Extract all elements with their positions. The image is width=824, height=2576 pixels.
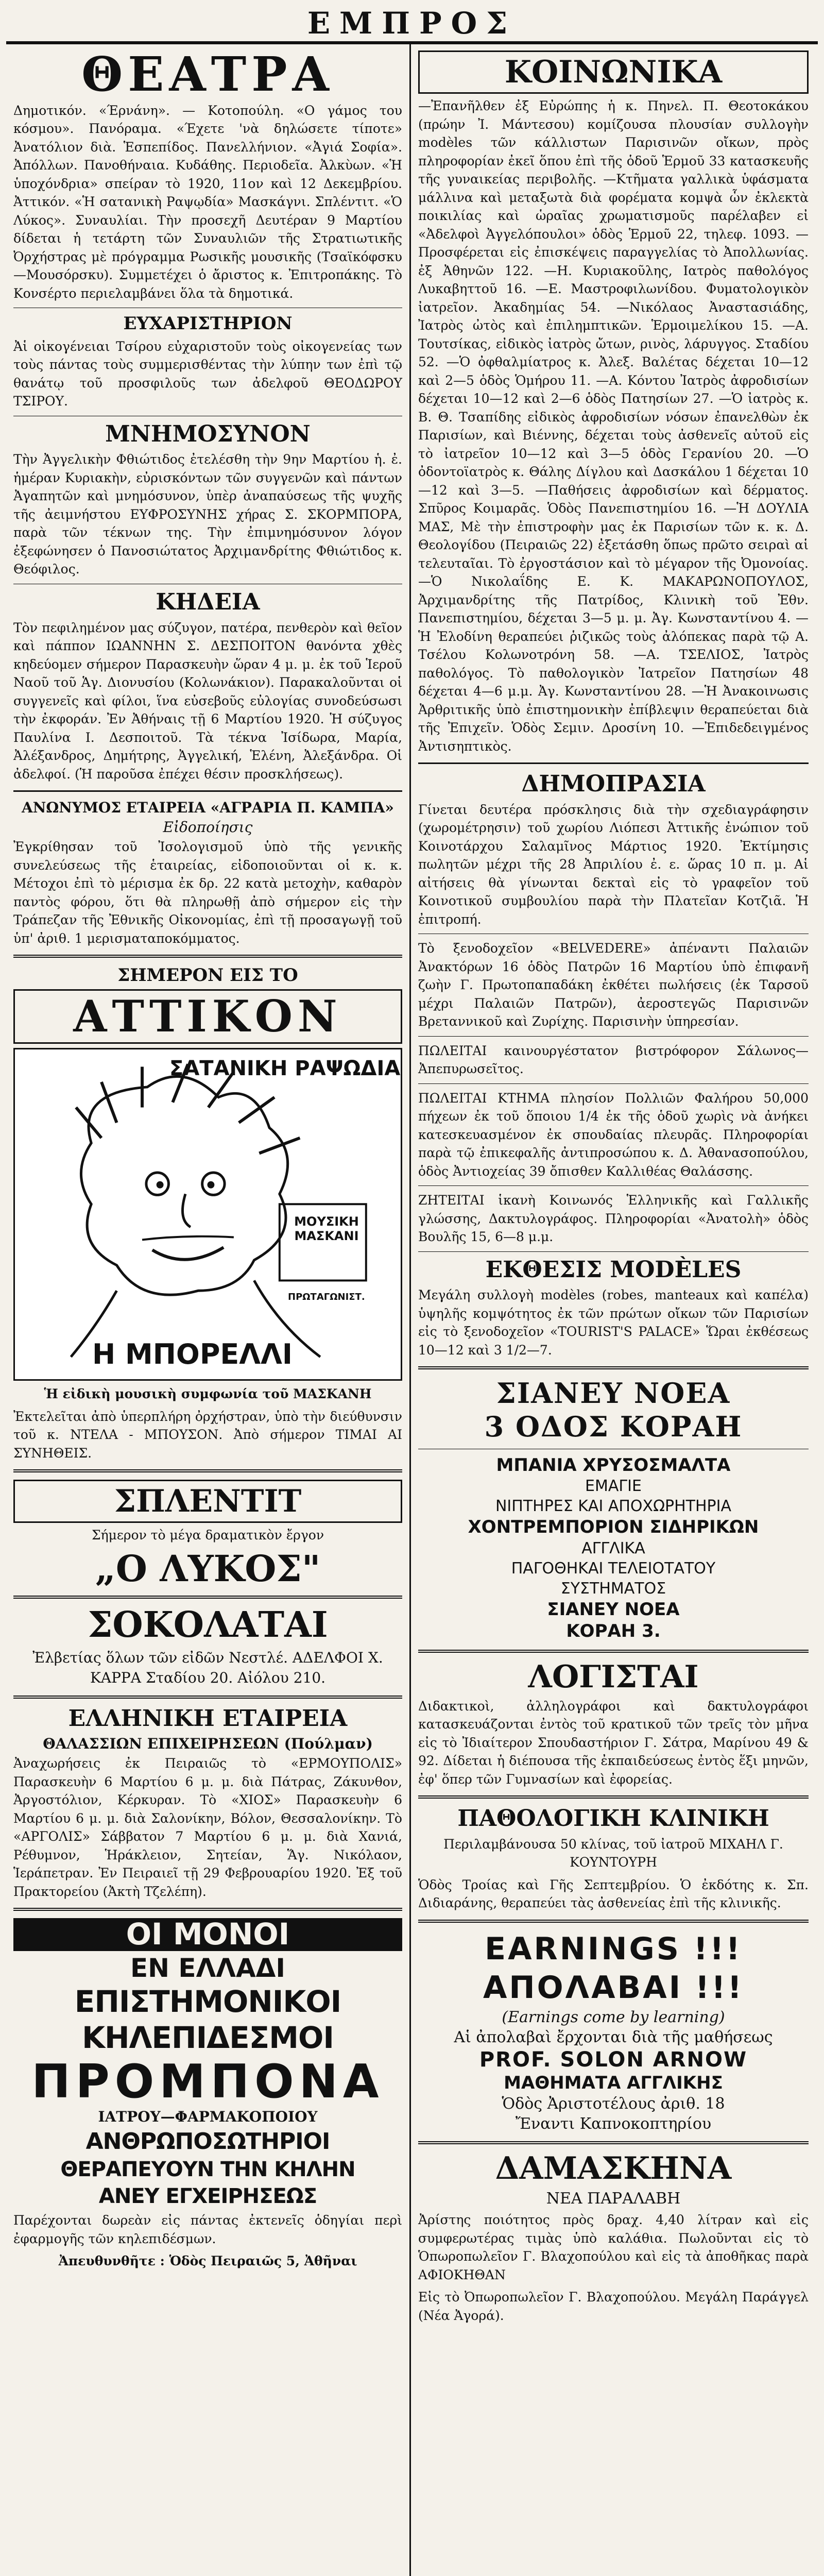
sianeu-line3: ΝΙΠΤΗΡΕΣ ΚΑΙ ΑΠΟΧΩΡΗΤΗΡΙΑ bbox=[495, 1497, 731, 1516]
damascene-heading: ΔΑΜΑΣΚΗΝΑ bbox=[495, 2150, 732, 2187]
divider bbox=[13, 1696, 402, 1699]
earnings-line4: Αἱ ἀπολαβαὶ ἔρχονται διὰ τῆς μαθήσεως bbox=[454, 2028, 773, 2046]
shipping-heading: ΕΛΛΗΝΙΚΗ ΕΤΑΙΡΕΙΑ bbox=[68, 1705, 348, 1732]
sianeu-street: 3 ΟΔΟΣ ΚΟΡΑΗ bbox=[484, 1410, 743, 1443]
earnings-ad bbox=[418, 1930, 809, 2134]
clinic-ad bbox=[418, 1806, 809, 1912]
damascene-footer: Εἰς τὸ Ὀπωροπωλεῖον Γ. Βλαχοπούλου. Μεγάλη Παράγγελ (Νέα Ἀγορά). bbox=[418, 2290, 809, 2323]
belvedere-ad bbox=[418, 939, 809, 1031]
accounting-text: Διδακτικοὶ, ἀλληλογράφοι καὶ δακτυλογράφοι κατασκευάζονται ἐντὸς τοῦ κρατικοῦ τῶν τρεῖς τὸν μῆνα εἰς τὸ Ἰδιαίτερον Σπουδαστήριον Γ. Σάτρα, Μαρίνου 49 & 92. Δίδεται ἡ διέπουσα τῆς ἐκπαιδεύσεως ἐντὸς ἕξι μηνῶν, ἐφ' ὅπερ τῶν Γυμνασίων καὶ ἐφορείας. bbox=[418, 1698, 809, 1787]
chocolates-ad bbox=[13, 1606, 402, 1688]
sianeu-line8: ΣΙΑΝΕΥ ΝΟΕΑ bbox=[547, 1599, 680, 1620]
clinic-text: Ὁδὸς Τροίας καὶ Γῆς Σεπτεμβρίου. Ὁ ἐκδότης κ. Σπ. Διδιαράνης, θεραπεύει τὰς ἀσθενείας ἐπὶ τῆς κλινικῆς. bbox=[418, 1877, 809, 1911]
doctors-claim2: ΘΕΡΑΠΕΥΟΥΝ ΤΗΝ ΚΗΛΗΝ bbox=[60, 2158, 355, 2182]
doctors-line4: ΚΗΛΕΠΙΔΕΣΜΟΙ bbox=[82, 2020, 334, 2055]
sianeu-ad bbox=[418, 1377, 809, 1642]
cemetery-ad bbox=[418, 1042, 809, 1078]
sianeu-line6: ΠΑΓΟΘΗΚΑΙ ΤΕΛΕΙΟΤΑΤΟΥ bbox=[511, 1559, 716, 1578]
shipping-subheading: ΘΑΛΑΣΣΙΩΝ ΕΠΙΧΕΙΡΗΣΕΩΝ (Πούλμαν) bbox=[43, 1735, 373, 1752]
belvedere-text: Τὸ ξενοδοχεῖον «BELVEDERE» ἀπέναντι Παλαιῶν Ἀνακτόρων 16 ὁδὸς Πατρῶν 16 Μαρτίου ὑπὸ ἐπιφανῆ ζωὴν Γ. Πρωτοπαπαδάκη ἐκθέτει πωλήσεις (ἐκ Ταρσοῦ μέχρι Παλαιῶν Πατρῶν), ἀεροστεγῶς Παρισινῶν Βρεταννικοῦ καὶ Ζυρίχης. Παρισινὴν ὑπηρεσίαν. bbox=[418, 941, 809, 1029]
sianeu-line9: ΚΟΡΑΗ 3. bbox=[566, 1621, 661, 1642]
estate-ad bbox=[418, 1089, 809, 1181]
funeral-text: Τὸν πεφιλημένον μας σύζυγον, πατέρα, πενθερὸν καὶ θεῖον καὶ πάππον ΙΩΑΝΝΗΝ Σ. ΔΕΣΠΟΙΤΟΝ θανόντα χθὲς κηδεύομεν σήμερον Παρασκευὴν ὥραν 4 μ. μ. ἐκ τοῦ Ἱεροῦ Ναοῦ τοῦ Ἁγ. Διονυσίου (Κολωνάκιον). Παρακαλοῦνται οἱ συγγενεῖς καὶ φίλοι, ἵνα εὐσεβοῦς εὐλογίας συνοδεύσωσι τὴν ἐκφοράν. Ἐν Ἀθήναις τῇ 6 Μαρτίου 1920. Ἡ σύζυγος Παυλίνα Ι. Δεσποιτοῦ. Τὰ τέκνα Ἰσίδωρα, Μαρία, Ἀλέξανδρος, Δημήτρης, Ἀγγελική, Ἑλένη, Ἀλεξάνδρα. Οἱ ἀδελφοί. (Ἡ παροῦσα ἐπέχει θέσιν προσκλήσεως). bbox=[13, 620, 402, 782]
chocolates-heading: ΣΟΚΟΛΑΤΑΙ bbox=[88, 1604, 328, 1646]
splendid-ad bbox=[13, 1480, 402, 1588]
shipping-text: Ἀναχωρήσεις ἐκ Πειραιῶς τὸ «ΕΡΜΟΥΠΟΛΙΣ» Παρασκευὴν 6 Μαρτίου 6 μ. μ. διὰ Πάτρας, Ζάκυνθον, Ἀργοστόλιον, Κέρκυραν. Τὸ «ΧΙΟΣ» Παρασκευὴν 6 Μαρτίου 6 μ. μ. διὰ Σαλονίκην, Βόλον, Θεσσαλονίκην. Τὸ «ΑΡΓΟΛΙΣ» Σάββατον 7 Μαρτίου 6 μ. μ. διὰ Χανιά, Ρέθυμνον, Ἡράκλειον, Σητείαν, Ἅγ. Νικόλαον, Ἱεράπετραν. Ἐν Πειραιεῖ τῇ 29 Φεβρουαρίου 1920. Ἐξ τοῦ Πρακτορείου (Ἀκτὴ Τζελέπη). bbox=[13, 1756, 402, 1899]
divider bbox=[418, 1920, 809, 1923]
social-text: —Ἐπανῆλθεν ἐξ Εὐρώπης ἡ κ. Πηνελ. Π. Θεοτοκάκου (πρώην Ἰ. Μάντεσου) κομίζουσα πλουσίαν συλλογὴν modèles τῶν κάλλιστων Παρισινῶν οἴκων, πρὸς πληροφορίαν ἐκεῖ ὅπου ἐπὶ τῆς ὁδοῦ Ἑρμοῦ 33 κατασκευῆς τῆς γυναικείας περιβολῆς. —Κτῆματα γαλλικὰ ὑφάσματα μάλλινα καὶ μεταξωτὰ διὰ φορέματα κομψὰ ὧν ἐκλεκτὰ ποικιλίας καὶ ὡραῖας χρωματισμοῦς παρέλαβεν εἰ «Ἀδελφοὶ Ἀγγελόπουλοι» ὁδὸς Ἑρμοῦ 22, τηλεφ. 1093. —Προσφέρεται εἰς ἐπισκέψεις παραγγελίας τὸ Ἀπολλωνίας. ἐξ Ἀθηνῶν 122. —Η. Κυριακοῦλης, Ιατρὸς παθολόγος Λυκαβηττοῦ 16. —Ε. Μαστροφιλωνίδου. Φυματολογικὸν ἰατρεῖον. Ἀκαδημίας 54. —Νικόλαος Ἀναστασιάδης, Ἰατρὸς ὠτὸς καὶ ἐπιλημπτικῶν. Ἑρμοιμελίκου 15. —Α. Τουτσίκας, εἰδικὸς ἰατρὸς ὤτων, ρινὸς, λάρυγγος. Σταδίου 52. —Ὁ ὀφθαλμίατρος κ. Ἀλεξ. Βαλέτας δέχεται 10—12 καὶ 2—5 ὁδὸς Ὁμήρου 11. —Α. Κόντου Ἰατρὸς ἀφροδισίων δέχεται 10—12 καὶ 2—6 ὁδὸς Πατησίων 27. —Ὁ ἰατρὸς κ. Β. Θ. Τσαπίδης εἰδικὸς ἀφροδισίων νόσων ἐπανελθὼν ἐκ Παρισίων, καὶ Βιέννης, δέχεται τοὺς ἀσθενεῖς αὐτοῦ εἰς τὸ ἰατρεῖον 10—12 καὶ 3—5 ὁδὸς Γερανίου 20. —Ὁ ὀδοντοϊατρὸς κ. Θάλης Δίγλου καὶ Δασκάλου 1 δέχεται 10—12 καὶ 3—5. —Παθήσεις ἀφροδισίων καὶ δέρματος. Σπῦρος Κοιμαρᾶς. Ὁδὸς Πανεπιστημίου 16. —Ἡ ΔΟΥΛΙΑ ΜΑΣ, Μὲ τὴν ἐπιστροφὴν μας ἐκ Παρισίων τῶν κ. κ. Δ. Θεολογίδου (Πειραιῶς 22) ἐξετάσθη ὅπως πρῶτο σειραὶ αἱ τελευταῖαι. Τὸ ἐργοστάσιον καὶ τὸ μέγαρον τῆς Ὀμονοίας. —Ὁ Νικολαΐδης Ε. Κ. ΜΑΚΑΡΩΝΟΠΟΥΛΟΣ, Ἀρχιμανδρίτης τῆς Πατρίδος, Κλινικὴ τοῦ Ἐθν. Πανεπιστημίου, δέχεται 3—5 μ. μ. Ἀγ. Κωνσταντίνου 4. —Ἡ Ἐλοδίνη θεραπεύει ῥιζικῶς τοὺς ἀλόπεκας παρὰ τῷ Α. Τσέλου Κολωνοτρόνη 58. —Α. ΤΣΕΛΙΟΣ, Ἰατρὸς παθολόγος. Τὸ παθολογικὸν Ἰατρεῖον Πατησίων 48 δέχεται 4—6 μ.μ. Ἀγ. Κωνσταντίνου 28. —Ἡ Ἀνακοινωσις Ἀρθριτικῆς ὑπὸ ἐπιστημονικὴν ἐπίβλεψιν θεραπεύεται διὰ τῆς Ἐπιχεῖν. Ὁδὸς Σεμιν. Δροσίνη 10. —Ἐπιδεδειγμένος Ἀντισηπτικὸς. bbox=[418, 98, 809, 754]
divider bbox=[418, 1251, 809, 1252]
divider bbox=[418, 1083, 809, 1084]
columns bbox=[6, 44, 818, 2576]
doctors-text: Παρέχονται δωρεὰν εἰς πάντας ἐκτενεῖς ὁδηγίαι περὶ ἐφαρμογῆς τῶν κηλεπιδέσμων. bbox=[13, 2213, 402, 2246]
doctors-address: Ἀπευθυνθῆτε : Ὁδὸς Πειραιῶς 5, Ἀθῆναι bbox=[58, 2253, 357, 2269]
shipping-ad bbox=[13, 1706, 402, 1901]
splendid-title: „Ο ΛΥΚΟΣ" bbox=[95, 1547, 321, 1590]
company-subheading: Εἰδοποίησις bbox=[163, 818, 253, 836]
accounting-ad bbox=[418, 1660, 809, 1789]
doctors-claim3: ΑΝΕΥ ΕΓΧΕΙΡΗΣΕΩΣ bbox=[98, 2184, 317, 2209]
doctors-line3: ΕΠΙΣΤΗΜΟΝΙΚΟΙ bbox=[74, 1984, 341, 2020]
sianeu-name: ΣΙΑΝΕΥ ΝΟΕΑ bbox=[496, 1377, 731, 1410]
earnings-line6: ΜΑΘΗΜΑΤΑ ΑΓΓΛΙΚΗΣ bbox=[504, 2072, 723, 2093]
auction-heading: ΔΗΜΟΠΡΑΣΙΑ bbox=[521, 771, 706, 797]
divider bbox=[13, 1908, 402, 1911]
company-text: Ἐγκρίθησαν τοῦ Ἰσολογισμοῦ ὑπὸ τῆς γενικῆς συνελεύσεως τῆς ἑταιρείας, εἰδοποιοῦνται οἱ κ. κ. Μέτοχοι ἐπὶ τὸ μέρισμα ἐκ δρ. 22 κατὰ μετοχὴν, καθαρὸν παντὸς φόρου, ὅτι θὰ πληρωθῇ ἀπὸ σήμερον εἰς τὴν Τράπεζαν τῆς Ἐθνικῆς Οἰκονομίας, ἐπὶ τῇ προσαγωγῇ τοῦ ὑπ' ἀριθ. 1 μερισματαποκόμματος. bbox=[13, 839, 402, 946]
damascene-text: Ἀρίστης ποιότητος πρὸς δραχ. 4,40 λίτραν καὶ εἰς συμφερωτέρας τιμὰς ὑπὸ καλάθια. Πωλοῦνται εἰς τὸ Ὁπωροπωλεῖον Γ. Βλαχοπούλου καὶ εἰς τὰ ἀποθῆκας παρὰ ΑΦΙΟΚΗΘΑΝ bbox=[418, 2212, 809, 2282]
divider bbox=[418, 1185, 809, 1186]
attikon-caption: Ἡ εἰδικὴ μουσικὴ συμφωνία τοῦ ΜΑΣΚΑΝΗ bbox=[44, 1386, 372, 1402]
splendid-text: Σήμερον τὸ μέγα δραματικὸν ἔργον bbox=[91, 1528, 324, 1543]
splendid-name: ΣΠΛΕΝΤΙΤ bbox=[13, 1480, 402, 1523]
right-column bbox=[411, 44, 816, 2576]
doctors-ad bbox=[13, 1918, 402, 2270]
divider bbox=[418, 1036, 809, 1037]
earnings-line7: Ὁδὸς Ἀριστοτέλους ἀριθ. 18 bbox=[502, 2095, 725, 2113]
doctors-claim1: ΑΝΘΡΩΠΟΣΩΤΗΡΙΟΙ bbox=[85, 2128, 330, 2155]
earnings-line3: (Earnings come by learning) bbox=[502, 2008, 725, 2026]
thanks-text: Ἀἱ οἰκογένειαι Τσίρου εὐχαριστοῦν τοὺς οἰκογενείας των τοὺς πάντας τοὺς συμμερισθέντας τὴν λύπην των ἐπὶ τῷ θανάτῳ τοῦ προσφιλοῦς των ἀδελφοῦ ΘΕΟΔΩΡΟΥ ΤΣΙΡΟΥ. bbox=[13, 338, 402, 409]
doctors-line2: ΕΝ ΕΛΛΑΔΙ bbox=[130, 1953, 285, 1984]
divider bbox=[418, 1795, 809, 1799]
divider bbox=[418, 762, 809, 764]
memorial-section bbox=[13, 421, 402, 579]
wanted-text: ΖΗΤΕΙΤΑΙ ἱκανὴ Κοινωνός Ἑλληνικῆς καὶ Γαλλικῆς γλώσσης, Δακτυλογράφος. Πληροφορίαι «Ἀνατολὴ» ὁδὸς Βουλῆς 15, 6—8 μ.μ. bbox=[418, 1193, 809, 1245]
attikon-top: ΣΗΜΕΡΟΝ ΕΙΣ ΤΟ bbox=[117, 965, 298, 986]
wanted-ad bbox=[418, 1191, 809, 1246]
sianeu-line5: ΑΓΓΛΙΚΑ bbox=[581, 1539, 645, 1557]
divider bbox=[418, 1650, 809, 1653]
left-column bbox=[6, 44, 411, 2576]
theatre-section bbox=[13, 46, 402, 302]
earnings-line5: PROF. SOLON ARNOW bbox=[479, 2047, 748, 2072]
chocolates-text: Ἐλβετίας ὅλων τῶν εἰδῶν Νεστλέ. ΑΔΕΛΦΟΙ Χ. ΚΑΡΡΑ Σταδίου 20. Αἰόλου 210. bbox=[32, 1649, 383, 1687]
company-heading: ΑΝΩΝΥΜΟΣ ΕΤΑΙΡΕΙΑ «ΑΓΡΑΡΙΑ Π. ΚΑΜΠΑ» bbox=[22, 799, 394, 817]
doctors-sub: ΙΑΤΡΟΥ—ΦΑΡΜΑΚΟΠΟΙΟΥ bbox=[98, 2108, 318, 2126]
clinic-heading: ΠΑΘΟΛΟΓΙΚΗ ΚΛΙΝΙΚΗ bbox=[457, 1805, 769, 1832]
funeral-section bbox=[13, 589, 402, 783]
earnings-line8: Ἔναντι Καπνοκοπτηρίου bbox=[515, 2115, 712, 2133]
divider bbox=[13, 1469, 402, 1472]
social-section bbox=[418, 50, 809, 755]
modeles-ad bbox=[418, 1257, 809, 1360]
cartoon-music: ΜΟΥΣΙΚΗ ΜΑΣΚΑΝΙ bbox=[294, 1214, 359, 1244]
theatre-heading: ΘΕΑΤΡΑ bbox=[81, 46, 334, 102]
cartoon-star: Η ΜΠΟΡΕΛΛΙ bbox=[92, 1338, 293, 1371]
modeles-heading: ΕΚΘΕΣΙΣ MODÈLES bbox=[485, 1256, 742, 1283]
divider bbox=[13, 1596, 402, 1599]
company-notice bbox=[13, 799, 402, 947]
cartoon-actress: ΠΡΩΤΑΓΩΝΙΣΤ. bbox=[288, 1292, 365, 1303]
cartoon-title: ΣΑΤΑΝΙΚΗ ΡΑΨΩΔΙΑ bbox=[169, 1057, 401, 1081]
earnings-line2: ΑΠΟΛΑΒΑΙ !!! bbox=[483, 1969, 744, 2006]
damascene-ad bbox=[418, 2151, 809, 2325]
estate-text: ΠΩΛΕΙΤΑΙ ΚΤΗΜΑ πλησίον Πολλιῶν Φαλήρου 50,000 πήχεων ἐκ τοῦ ὅποιου 1/4 ἐκ τῆς ὁδοῦ χωρὶς νὰ ἀνήκει κατεσκευασμένον ἐκ σπουδαίας πλευρᾶς. Πληροφορίαι παρὰ τῷ ἐπικεφαλῆς ἀντιπροσώπου κ. Δ. Ἀθανασοπούλου, ὁδὸς Ἀντιοχείας 39 ὄπισθεν Καλλιθέας Θαλάσσης. bbox=[418, 1090, 809, 1179]
sianeu-line1: ΜΠΑΝΙΑ ΧΡΥΣΟΣΜΑΛΤΑ bbox=[496, 1454, 731, 1476]
masthead: ΕΜΠΡΟΣ bbox=[6, 5, 818, 44]
thanks-section bbox=[13, 313, 402, 411]
attikon-ad bbox=[13, 965, 402, 1462]
clinic-sub: Περιλαμβάνουσα 50 κλίνας, τοῦ ἰατροῦ ΜΙΧΑΗΛ Γ. ΚΟΥΝΤΟΥΡΗ bbox=[443, 1836, 783, 1870]
attikon-name: ΑΤΤΙΚΟΝ bbox=[13, 989, 402, 1044]
damascene-sub: ΝΕΑ ΠΑΡΑΛΑΒΗ bbox=[546, 2190, 681, 2208]
auction-text: Γίνεται δευτέρα πρόσκλησις διὰ τὴν σχεδιαγράφησιν (χωρομέτρησιν) τοῦ χωρίου Λιόπεσι Ἀττικῆς ἐνώπιον τοῦ Κοινοτάρχου Σαλαμῖνος Μάρτιος 1920. Ἐκτίμησις πωλητῶν μέχρι τῆς 28 Ἀπριλίου ἐ. ε. ὥρας 10 π. μ. Αἱ αἰτήσεις θὰ γίνωνται δεκταὶ εἰς τὸ γραφεῖον τοῦ Κοινοτικοῦ συμβουλίου παρὰ τὴν Πλατεῖαν Κοτζιᾶ. Ἡ ἐπιτροπή. bbox=[418, 802, 809, 927]
cemetery-text: ΠΩΛΕΙΤΑΙ καινουργέστατον βιστρόφορον Σάλωνος—Ἀπεπυρωσεῖτος. bbox=[418, 1043, 809, 1077]
social-heading: ΚΟΙΝΩΝΙΚΑ bbox=[418, 50, 809, 94]
funeral-heading: ΚΗΔΕΙΑ bbox=[156, 588, 260, 615]
earnings-line1: EARNINGS !!! bbox=[485, 1930, 742, 1967]
memorial-text: Τὴν Ἀγγελικὴν Φθιώτιδος ἐτελέσθη τὴν 9ην Μαρτίου ἡ. ἐ. ἡμέραν Κυριακὴν, εὐρισκόντων τῶν συγγενῶν καὶ πάντων Ἀγαπητῶν καὶ μνημόσυνον, ὑπὲρ ἀναπαύσεως τῆς ψυχῆς τῆς ἀειμνήστου ΕΥΦΡΟΣΥΝΗΣ χήρας Σ. ΣΚΟΡΜΠΟΡΑ, παρὰ τῶν τέκνων της. Τὴν ἐπιμνημόσυνον λόγον ἐξεφώνησεν ὁ Πανοσιώτατος Ἀρχιμανδρίτης Φθιώτιδος κ. Θεόφιλος. bbox=[13, 452, 402, 577]
memorial-heading: ΜΝΗΜΟΣΥΝΟΝ bbox=[105, 420, 311, 447]
sianeu-line7: ΣΥΣΤΗΜΑΤΟΣ bbox=[560, 1579, 666, 1598]
attikon-text: Ἐκτελεῖται ἀπὸ ὑπερπλήρη ὀρχήστραν, ὑπὸ τὴν διεύθυνσιν τοῦ κ. ΝΤΕΛΑ - ΜΠΟΥΣΟΝ. Ἀπὸ σήμερον ΤΙΜΑΙ ΑΙ ΣΥΝΗΘΕΙΣ. bbox=[13, 1409, 402, 1461]
modeles-text: Μεγάλη συλλογὴ modèles (robes, manteaux καὶ καπέλα) ὑψηλῆς κομψότητος ἐκ τῶν πρώτων οἴκων τῶν Παρισίων εἰς τὸ ξενοδοχεῖον «TOURIST'S PALACE» Ὥραι ἐκθέσεως 10—12 καὶ 3 1/2—7. bbox=[418, 1287, 809, 1358]
divider bbox=[418, 1366, 809, 1369]
auction-section bbox=[418, 771, 809, 928]
doctors-name: ΠΡΟΜΠΟΝΑ bbox=[31, 2054, 384, 2109]
sianeu-line2: ΕΜΑΓΙΕ bbox=[585, 1477, 642, 1496]
doctors-line1: ΟΙ ΜΟΝΟΙ bbox=[13, 1918, 402, 1951]
divider bbox=[13, 790, 402, 792]
thanks-heading: ΕΥΧΑΡΙΣΤΗΡΙΟΝ bbox=[123, 313, 293, 334]
attikon-cartoon bbox=[13, 1048, 402, 1381]
theatre-listing: Δημοτικόν. «Έρνάνη». — Κοτοπούλη. «Ο γάμος του κόσμου». Πανόραμα. «Έχετε 'νὰ δηλώσετε τίποτε» Ἀνατόλιον διὰ. Ἑσπεπίδος. Πανελλήνιον. «Ἀγιά Σοφία». Ἀπόλλων. Πανοθήναια. Κυδάθης. Περιοδεῖα. Ἀλκὺων. «Ἡ ὑποχόνδρια» σπείραν τὸ 1920, 11ον καὶ 12 Δεκεμβρίου. Ἀττικόν. «Ἡ σατανικὴ Ραψῳδία» Μασκάγνι. Σπλέντιτ. «Ὁ Λύκος». Συναυλίαι. Τὴν προσεχῆ Δευτέραν 9 Μαρτίου δίδεται ἡ τετάρτη τῶν Συναυλιῶν τῆς Στρατιωτικῆς Ὀρχήστρας μὲ πρόγραμμα Ρωσικῆς μουσικῆς (Τσαϊκόφσκυ—Μουσόρσκυ). Συμμετέχει ὁ ἄριστος κ. Ἐπιτροπάκης. Τὸ Κονσέρτο περιελαμβάνει ὅλα τὰ δημοτικά. bbox=[13, 103, 402, 301]
sianeu-line4: ΧΟΝΤΡΕΜΠΟΡΙΟΝ ΣΙΔΗΡΙΚΩΝ bbox=[468, 1517, 759, 1538]
accounting-heading: ΛΟΓΙΣΤΑΙ bbox=[528, 1658, 699, 1695]
divider bbox=[13, 955, 402, 958]
divider bbox=[418, 2141, 809, 2144]
